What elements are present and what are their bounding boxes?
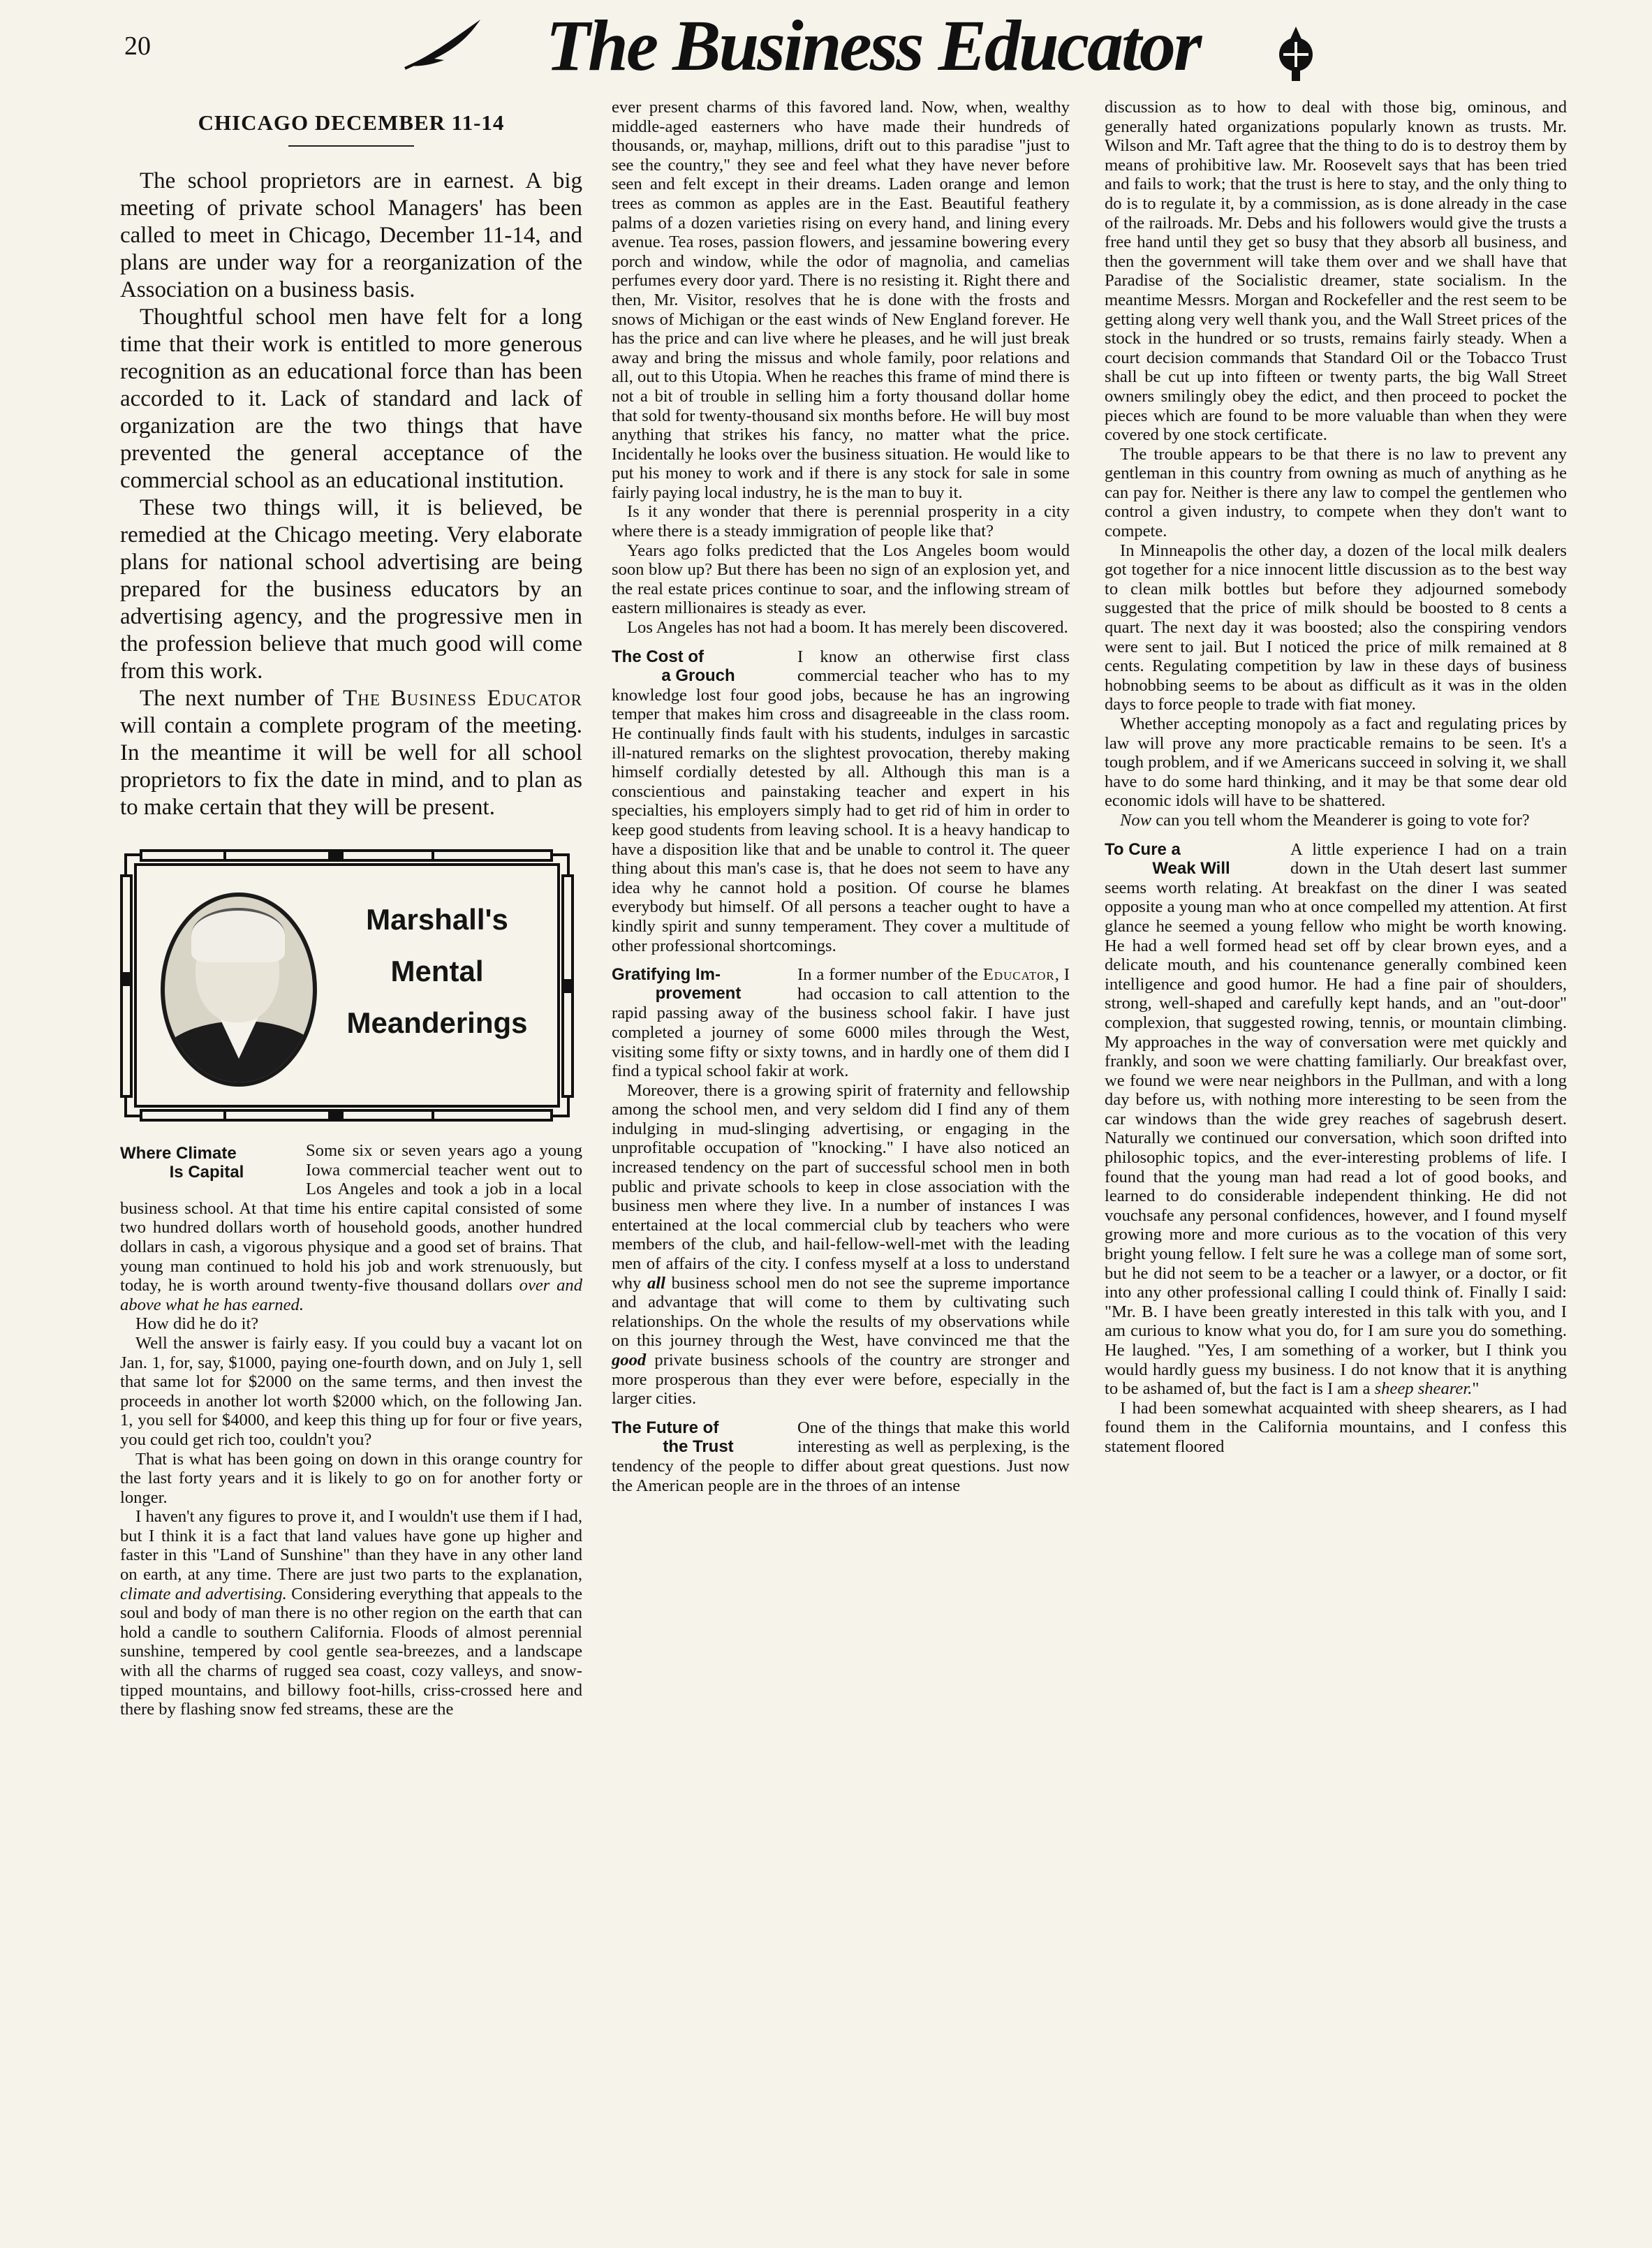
section-paragraph: discussion as to how to deal with those big, ominous, and generally hated organizations popularly known as trusts. Mr. Wilson and Mr. Taft agree that the thing to do is to destroy them by means of prohibitive law. Mr. Roosevelt says that has been tried and fails to work; that the trust is here to stay, and the only thing to do is to regulate it, by a commission, as is done already in the case of the railroads. Mr. Debs and his followers would give the trusts a free hand until they get so busy that they absorb all business, and then the government will take them over and we shall have that Paradise of the Socialistic dreamer, state socialism. In the meantime Messrs. Morgan and Rockefeller and the rest seem to be getting along very well thank you, and the Wall Street prices of the stock in the hundred or so trusts, remains fairly steady. When a court decision commands that Standard Oil or the Tobacco Trust shall be cut up into fifteen or twenty parts, the big Wall Street owners smilingly obey the edict, and then proceed to pocket the pieces which are found to be more valuable than when they were covered by one stock certificate. xyxy=(1105,98,1567,445)
portrait-hair xyxy=(191,908,285,962)
section-paragraph: How did he do it? xyxy=(135,1314,259,1334)
column-title xyxy=(325,894,549,1049)
middle-column xyxy=(612,98,1070,2221)
section-paragraph: Moreover, there is a growing spirit of fraternity and fellowship among the school men, and very seldom did I find any of them indulging in mud-slinging advertising, or engaging in the unprofitable occupation of "knocking." I have also noticed an increased tendency on the part of successful school men in both public and private schools to keep in close association with the business men where they live. In a number of instances I was entertained at the local commercial club by teachers who were members of the club, and hail-fellow-well-met with the leading men of affairs of the city. I confess myself at a loss to understand why all business school men do not see the supreme importance and advantage that will come to them by cultivating such relationships. On the whole the results of my observations while on this journey through the West, have convinced me that the good private business schools of the country are stronger and more prosperous than they ever were before, especially in the larger cities. xyxy=(612,1080,1070,1409)
article-paragraph: These two things will, it is believed, be remedied at the Chicago meeting. Very elaborate plans for national school advertising are being prepared for the business educators by an advertising agency, and the progressive men in the profession believe that much good will come from this work. xyxy=(120,495,582,684)
left-column xyxy=(120,98,582,2221)
page-number: 20 xyxy=(124,31,151,61)
section-paragraph: A little experience I had on a train down in the Utah desert last summer seems worth relating. At breakfast on the diner I was seated opposite a young man who at once compelled my attention. At first glance he seemed a young fellow who might be worth knowing. He had a well formed head set off by clear brown eyes, and a delicate mouth, and his countenance generally combined keen intelligence and good humor. He had a fine pair of shoulders, strong, well-shaped and carefully kept hands, and an "out-door" complexion, that suggested rowing, tennis, or mountain climbing. My approaches in the way of conversation were met quickly and frankly, and soon we were chatting familiarly. Our breakfast over, we found we were near neighbors in the Pullman, and with a long day before us, with nothing more interesting to be seen from the car windows than the wide grey reaches of sagebrush desert. Naturally we continued our conversation, which soon drifted into philosophic topics, and the ever-interesting problems of life. I found that the young man had read a lot of good books, and learned to do considerable independent thinking. He did not vouchsafe any personal confidences, however, and I found myself growing more and more curious as to the vocation of this very bright young fellow. I felt sure he was a college man of some sort, but he did not seem to be a teacher or a lawyer, or a doctor, or fit into any other professional calling I could think of. Finally I said: "Mr. B. I have been greatly interested in this talk with you, and I am curious to know what you do, for I am sure you do something. He laughed. "Yes, I am something of a worker, but I think you would hardly guess my business. I do not know that it is anything to be ashamed of, but the fact is I am a sheep shearer." xyxy=(1105,839,1567,1399)
section-sidehead: To Cure a Weak Will xyxy=(1105,839,1230,878)
section-paragraph: One of the things that make this world interesting as well as perplexing, is the tendency of the people to differ about great questions. Just now the American people are in the throes of an intense xyxy=(612,1418,1070,1495)
title-rule xyxy=(288,145,414,147)
column-title-line: Mental xyxy=(390,955,484,987)
section-sidehead: The Future of the Trust xyxy=(612,1418,734,1456)
section-paragraph: Now can you tell whom the Meanderer is going to vote for? xyxy=(1120,810,1530,830)
quill-pen-icon xyxy=(402,15,486,71)
masthead xyxy=(0,0,1652,94)
section-paragraph: Some six or seven years ago a young Iowa commercial teacher went out to Los Angeles and took a job in a local business school. At that time his entire capital consisted of some two hundred dollars worth of household goods, another hundred dollars in cash, a vigorous physique and a good set of brains. That young man continued to hold his job and work strenuously, but today, he is worth around twenty-five thousand dollars over and above what he has earned. xyxy=(120,1141,582,1314)
right-column xyxy=(1105,98,1567,2221)
section-sidehead: The Cost of a Grouch xyxy=(612,647,735,685)
article-paragraph: The next number of The Business Educator will contain a complete program of the meeting. In the meantime it will be well for all school proprietors to fix the date in mind, and to plan as to make certain that they will be present. xyxy=(120,686,582,820)
section-sidehead: Gratifying Im- provement xyxy=(612,965,742,1004)
column-title-line: Marshall's xyxy=(366,903,508,936)
ornament-icon xyxy=(1275,24,1317,82)
article-paragraph: Thoughtful school men have felt for a long time that their work is entitled to more generous recognition as an educational force than has been accorded to it. Lack of standard and lack of organization are the two things that have prevented the general acceptance of the commercial school as an educational institution. xyxy=(120,304,582,493)
column-title-line: Meanderings xyxy=(346,1006,528,1039)
masthead-title: The Business Educator xyxy=(545,6,1200,86)
article-paragraph: The school proprietors are in earnest. A big meeting of private school Managers' has been called to meet in Chicago, December 11-14, and plans are under way for a reorganization of the Association on a business basis. xyxy=(120,168,582,302)
section-paragraph: In a former number of the Educator, I had occasion to call attention to the rapid passing away of the business school fakir. I have just completed a journey of some 6000 miles through the West, visiting some fifty or sixty towns, and in hardly one of them did I find a typical school fakir at work. xyxy=(612,965,1070,1081)
section-paragraph: Well the answer is fairly easy. If you could buy a vacant lot on Jan. 1, for, say, $1000, paying one-fourth down, and on July 1, sell that same lot for $2000 on the same terms, and then invest the proceeds in another lot worth $2000 which, on the following Jan. 1, you sell for $4000, and keep this thing up for four or five years, you could get rich too, couldn't you? xyxy=(120,1333,582,1449)
section-paragraph: That is what has been going on down in this orange country for the last forty years and it is likely to go on for another forty or longer. xyxy=(120,1449,582,1507)
section-paragraph: In Minneapolis the other day, a dozen of the local milk dealers got together for a nice innocent little discussion as to the best way to clean milk bottles but before they adjourned somebody suggested that the price of milk should be boosted to 8 cents a quart. The next day it was boosted; also the conspiring vendors were sent to jail. But I noticed the price of milk remained at 8 cents. Regulating competition by law in these days of business hobnobbing seems to be about as difficult as it was in the olden days to force people to trade with fiat money. xyxy=(1105,541,1567,714)
section-paragraph: I haven't any figures to prove it, and I wouldn't use them if I had, but I think it is a fact that land values have gone up higher and faster in this "Land of Sunshine" than they have in any other land on earth, at any time. There are just two parts to the explanation, climate and advertising. Considering everything that appeals to the soul and body of man there is no other region on the earth that can hold a candle to southern California. Floods of almost perennial sunshine, tempered by cool gentle sea-breezes, and a landscape with all the charms of rugged sea coast, cozy valleys, and snow-tipped mountains, and billowy foot-hills, criss-crossed here and there by flashing snow fed streams, these are the xyxy=(120,1507,582,1719)
section-paragraph: The trouble appears to be that there is no law to prevent any gentleman in this country from owning as much of anything as he can pay for. Neither is there any law to compel the gentlemen who control a given industry, to compete when they don't want to compete. xyxy=(1105,444,1567,541)
section-sidehead: Where Climate Is Capital xyxy=(120,1144,244,1182)
author-portrait xyxy=(161,892,317,1087)
section-paragraph: ever present charms of this favored land. Now, when, wealthy middle-aged easterners who have made their hundreds of thousands, or, mayhap, millions, drift out to this paradise "just to see the country," they see and feel what they have never before seen and felt except in their dreams. Laden orange and lemon trees as common as apples are in the East. Beautiful feathery palms of a dozen varieties rising on every hand, and lining every avenue. Tea roses, passion flowers, and jessamine bowering every porch and window, while the odor of magnolia, and camelias perfumes every door yard. There is no resisting it. Right there and then, Mr. Visitor, resolves that he is done with the frosts and snows of Michigan or the east winds of New England forever. He has the price and can live where he pleases, and he will just break away and bring the missus and whole family, poor relations and all, out to this Utopia. When he reaches this frame of mind there is not a bit of trouble in selling him a forty thousand dollar home that sold for twenty-thousand six months before. He will buy most anything that strikes his fancy, no matter what the price. Incidentally he looks over the business situation. He would like to put his money to work and if there is any stock for sale in some fairly paying local industry, he is the man to buy it. xyxy=(612,98,1070,502)
section-paragraph: Los Angeles has not had a boom. It has merely been discovered. xyxy=(627,618,1068,638)
section-paragraph: Years ago folks predicted that the Los Angeles boom would soon blow up? But there has been no sign of an explosion yet, and the real estate prices continue to soar, and the inflowing stream of eastern millionaires is steady as ever. xyxy=(612,541,1070,618)
section-paragraph: I know an otherwise first class commercial teacher who has to my knowledge lost four good jobs, because he has an ingrowing temper that makes him cross and disagreeable in the class room. He continually finds fault with his students, indulges in sarcastic ill-natured remarks on the slightest provocation, thereby making himself cordially detested by all. Although this man is a conscientious and painstaking teacher and expert in his specialties, his employers simply had to get rid of him in order to keep good students from leaving school. It is a heavy handicap to have a disposition like that and be unable to control it. The queer thing about this man's case is, that he does not seem to have any idea why he cannot hold a position. Of course he blames everybody but himself. Of all persons a teacher ought to have a kindly spirit and sunny temperament. They cover a multitude of other professional shortcomings. xyxy=(612,647,1070,955)
column-header-box xyxy=(120,848,575,1123)
section-paragraph: Is it any wonder that there is perennial prosperity in a city where there is a steady immigration of people like that? xyxy=(612,502,1070,541)
article-title: CHICAGO DECEMBER 11-14 xyxy=(198,110,505,135)
section-paragraph: I had been somewhat acquainted with sheep shearers, as I had found them in the California mountains, and I confess this statement floored xyxy=(1105,1398,1567,1456)
section-paragraph: Whether accepting monopoly as a fact and regulating prices by law will prove any more practicable remains to be seen. It's a tough problem, and if we Americans succeed in solving it, we shall have to do some hard thinking, and it may be that some dear old economic idols will have to be shattered. xyxy=(1105,714,1567,811)
